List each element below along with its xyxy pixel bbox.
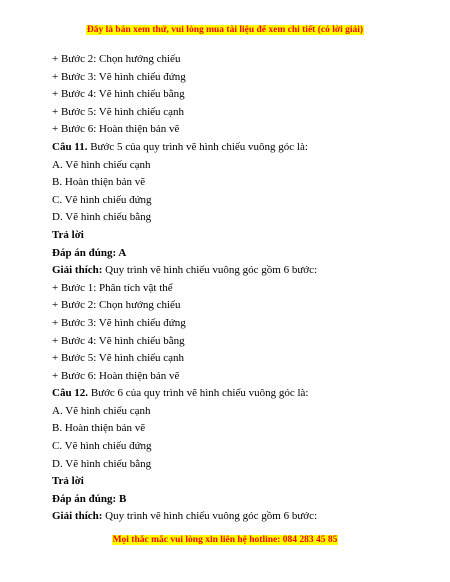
line-text: Bước 6 của quy trình vẽ hình chiếu vuông góc là:	[88, 387, 309, 400]
line-bold-text: Đáp án đúng: B	[52, 492, 127, 505]
line-text: + Bước 3: Vẽ hình chiếu đứng	[52, 316, 186, 329]
preview-notice-text: Đây là bản xem thử, vui lòng mua tài liệu để xem chi tiết (có lời giải)	[86, 25, 364, 35]
text-line	[52, 420, 412, 438]
text-line	[52, 297, 412, 315]
text-line	[52, 473, 412, 491]
text-line	[52, 350, 412, 368]
text-line	[52, 333, 412, 351]
text-line	[52, 315, 412, 333]
text-line	[52, 209, 412, 227]
text-line	[52, 491, 412, 509]
line-text: + Bước 3: Vẽ hình chiếu đứng	[52, 70, 186, 83]
line-text: + Bước 6: Hoàn thiện bản vẽ	[52, 369, 180, 382]
line-text: B. Hoàn thiện bản vẽ	[52, 176, 146, 189]
text-line	[52, 508, 412, 526]
line-bold-text: Trả lời	[52, 475, 84, 488]
text-line	[52, 245, 412, 263]
text-line	[52, 456, 412, 474]
text-line	[52, 438, 412, 456]
text-line	[52, 227, 412, 245]
text-line	[52, 403, 412, 421]
line-text: + Bước 5: Vẽ hình chiếu cạnh	[52, 352, 185, 365]
line-text: B. Hoàn thiện bản vẽ	[52, 422, 146, 435]
hotline-text: Mọi thắc mắc vui lòng xin liên hệ hotline: 084 283 45 85	[112, 535, 338, 545]
line-text: + Bước 4: Vẽ hình chiếu bằng	[52, 88, 185, 101]
line-text: A. Vẽ hình chiếu cạnh	[52, 404, 151, 417]
line-text: + Bước 2: Chọn hướng chiếu	[52, 299, 181, 312]
line-text: + Bước 6: Hoàn thiện bản vẽ	[52, 123, 180, 136]
text-line	[52, 385, 412, 403]
line-text: Quy trình vẽ hình chiếu vuông góc gồm 6 bước:	[102, 264, 318, 277]
text-line	[52, 86, 412, 104]
line-text: C. Vẽ hình chiếu đứng	[52, 193, 152, 206]
line-text: + Bước 4: Vẽ hình chiếu bằng	[52, 334, 185, 347]
text-line	[52, 104, 412, 122]
line-text: D. Vẽ hình chiếu bằng	[52, 211, 152, 224]
document-body	[52, 51, 412, 526]
line-bold-text: Câu 12.	[52, 387, 89, 400]
line-text: Quy trình vẽ hình chiếu vuông góc gồm 6 bước:	[102, 510, 318, 523]
line-text: A. Vẽ hình chiếu cạnh	[52, 158, 151, 171]
line-bold-text: Giải thích:	[52, 510, 103, 523]
text-line	[52, 139, 412, 157]
text-line	[52, 280, 412, 298]
line-text: Bước 5 của quy trình vẽ hình chiếu vuông góc là:	[87, 140, 308, 153]
text-line	[52, 157, 412, 175]
hotline-banner	[0, 535, 450, 545]
text-line	[52, 121, 412, 139]
text-line	[52, 69, 412, 87]
line-text: D. Vẽ hình chiếu bằng	[52, 457, 152, 470]
line-bold-text: Câu 11.	[52, 140, 88, 153]
line-text: + Bước 5: Vẽ hình chiếu cạnh	[52, 105, 185, 118]
preview-notice-banner	[0, 25, 450, 35]
line-text: + Bước 2: Chọn hướng chiếu	[52, 53, 181, 65]
text-line	[52, 192, 412, 210]
text-line	[52, 368, 412, 386]
text-line	[52, 51, 412, 69]
line-bold-text: Trả lời	[52, 228, 84, 241]
line-text: + Bước 1: Phân tích vật thể	[52, 281, 173, 294]
line-bold-text: Giải thích:	[52, 264, 103, 277]
text-line	[52, 262, 412, 280]
text-line	[52, 174, 412, 192]
line-text: C. Vẽ hình chiếu đứng	[52, 440, 152, 453]
line-bold-text: Đáp án đúng: A	[52, 246, 127, 259]
